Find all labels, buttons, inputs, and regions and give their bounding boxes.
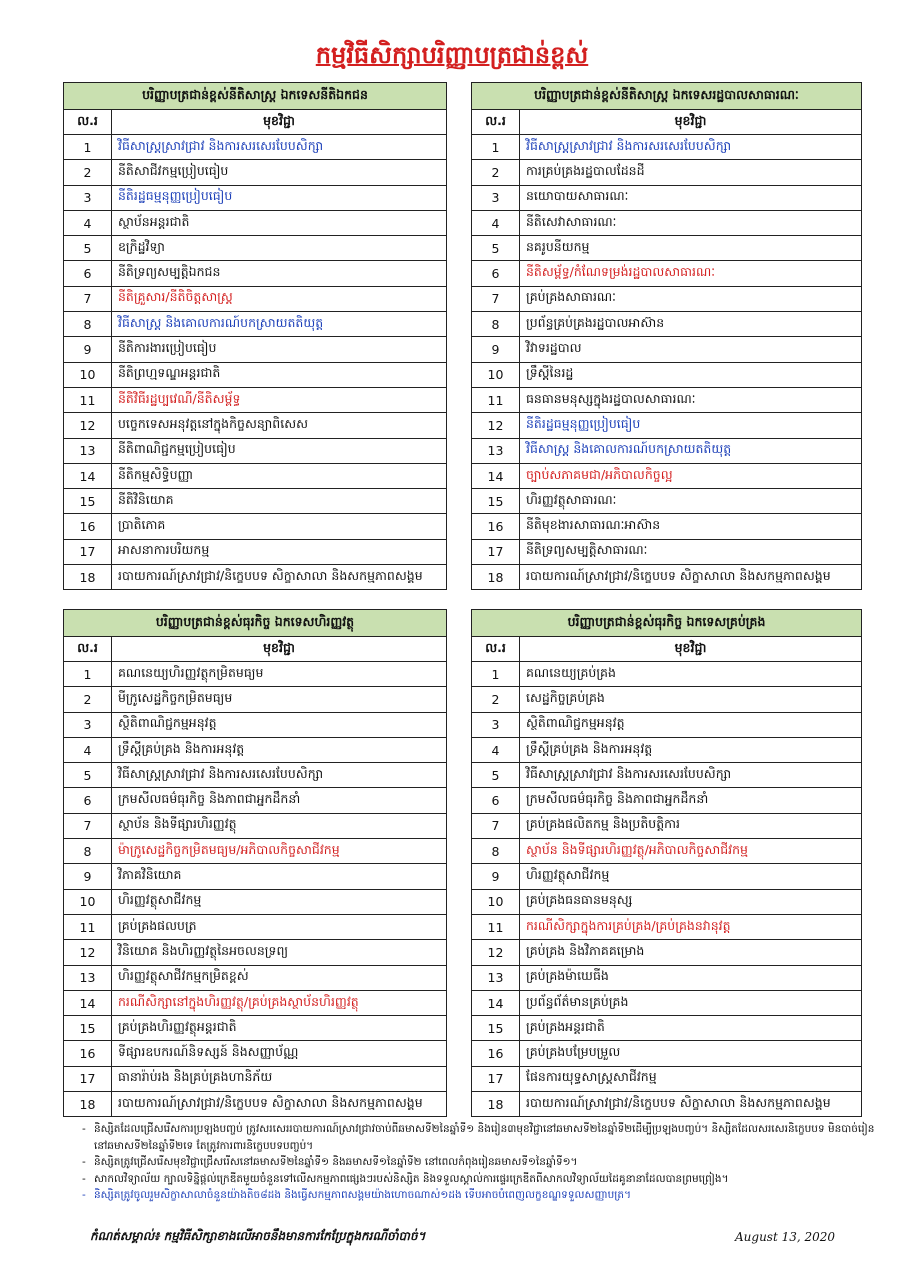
subject-name: វិភាគវិនិយោគ [112, 864, 447, 889]
subject-name: ស្ថាប័ន និងទីផ្សារហិរញ្ញវត្ថុ/អភិបាលកិច្ចសាជីវកម្ម [520, 839, 862, 864]
subject-name: របាយការណ៍ស្រាវជ្រាវ/និក្ខេបបទ សិក្ខាសាលា និងសកម្មភាពសង្គម [520, 1092, 862, 1117]
row-number: 6 [64, 788, 112, 813]
table-row [64, 839, 447, 864]
subject-name: នីតិវិធីរដ្ឋប្បវេណី/នីតិសម្ព័ទ្ធ [112, 387, 447, 412]
table-row [472, 514, 862, 539]
row-number: 6 [472, 261, 520, 286]
subject-name: សេដ្ឋកិច្ចគ្រប់គ្រង [520, 687, 862, 712]
row-number: 11 [64, 387, 112, 412]
row-number: 6 [472, 788, 520, 813]
subject-name: ហិរញ្ញវត្ថុសាជីវកម្មកម្រិតខ្ពស់ [112, 965, 447, 990]
row-number: 10 [64, 362, 112, 387]
table-row [64, 1016, 447, 1041]
subject-name: ស្ថាប័នអន្តរជាតិ [112, 210, 447, 235]
row-number: 5 [64, 763, 112, 788]
program-table-public-administration [471, 82, 862, 590]
table-row [64, 990, 447, 1015]
table-row [64, 1041, 447, 1066]
row-number: 13 [64, 438, 112, 463]
table-row [472, 312, 862, 337]
subject-name: ការគ្រប់គ្រងរដ្ឋបាលដែនដី [520, 160, 862, 185]
row-number: 15 [64, 1016, 112, 1041]
row-number: 16 [64, 1041, 112, 1066]
subject-name: ឧក្រិដ្ឋវិទ្យា [112, 236, 447, 261]
footer-date: August 13, 2020 [735, 1230, 836, 1244]
row-number: 2 [472, 687, 520, 712]
subject-name: របាយការណ៍ស្រាវជ្រាវ/និក្ខេបបទ សិក្ខាសាលា និងសកម្មភាពសង្គម [112, 1092, 447, 1117]
subject-name: នីតិគ្រួសារ/នីតិចិត្តសាស្ត្រ [112, 286, 447, 311]
table-row [472, 1041, 862, 1066]
subject-name: ហិរញ្ញវត្ថុសាជីវកម្ម [520, 864, 862, 889]
subject-name: ទ្រឹស្តីគ្រប់គ្រង និងការអនុវត្ត [112, 737, 447, 762]
subject-name: ម៉ាក្រូសេដ្ឋកិច្ចកម្រិតមធ្យម/អភិបាលកិច្ចសាជីវកម្ម [112, 839, 447, 864]
subject-name: វិធីសាស្ត្រស្រាវជ្រាវ និងការសរសេរបែបសិក្សា [520, 763, 862, 788]
row-number: 9 [64, 864, 112, 889]
subject-name: នីតិការងារប្រៀបធៀប [112, 337, 447, 362]
table-row [64, 965, 447, 990]
subject-name: ប្រព័ន្ធគ្រប់គ្រងរដ្ឋបាលអាស៊ាន [520, 312, 862, 337]
row-number: 12 [64, 940, 112, 965]
column-header-number: ល.រ [472, 637, 520, 662]
row-number: 8 [64, 839, 112, 864]
table-row [472, 914, 862, 939]
row-number: 16 [472, 1041, 520, 1066]
table-row [472, 788, 862, 813]
table-row [472, 185, 862, 210]
row-number: 4 [472, 737, 520, 762]
row-number: 17 [64, 1066, 112, 1091]
subject-name: វិធីសាស្ត្រស្រាវជ្រាវ និងការសរសេរបែបសិក្សា [520, 135, 862, 160]
subject-name: គ្រប់គ្រងសាធារណៈ [520, 286, 862, 311]
subject-name: ច្បាប់សភាគមជា/អភិបាលកិច្ចល្អ [520, 463, 862, 488]
table-row [64, 261, 447, 286]
row-number: 5 [64, 236, 112, 261]
subject-name: នយោបាយសាធារណៈ [520, 185, 862, 210]
subject-name: ទីផ្សារឧបករណ៍និទស្សន៍ និងសញ្ញាប័ណ្ណ [112, 1041, 447, 1066]
subject-name: វិវាទរដ្ឋបាល [520, 337, 862, 362]
subject-name: នីតិមុខងារសាធារណៈអាស៊ាន [520, 514, 862, 539]
subject-name: នីតិពាណិជ្ជកម្មប្រៀបធៀប [112, 438, 447, 463]
table-row [64, 712, 447, 737]
row-number: 4 [64, 210, 112, 235]
row-number: 9 [472, 864, 520, 889]
table-row [472, 662, 862, 687]
table-row [472, 539, 862, 564]
table-row [64, 514, 447, 539]
row-number: 1 [64, 135, 112, 160]
table-row [64, 489, 447, 514]
table-row [472, 889, 862, 914]
subject-name: ធានារ៉ាប់រង និងគ្រប់គ្រងហានិភ័យ [112, 1066, 447, 1091]
table-row [472, 990, 862, 1015]
row-number: 17 [64, 539, 112, 564]
subject-name: របាយការណ៍ស្រាវជ្រាវ/និក្ខេបបទ សិក្ខាសាលា និងសកម្មភាពសង្គម [520, 565, 862, 590]
subject-name: នីតិវិនិយោគ [112, 489, 447, 514]
row-number: 16 [472, 514, 520, 539]
row-number: 2 [64, 160, 112, 185]
table-row [472, 210, 862, 235]
row-number: 4 [472, 210, 520, 235]
table-row [64, 813, 447, 838]
row-number: 1 [472, 662, 520, 687]
row-number: 18 [64, 1092, 112, 1117]
table-row [64, 312, 447, 337]
subject-name: នីតិសម្ព័ទ្ធ/កំណែទម្រង់រដ្ឋបាលសាធារណៈ [520, 261, 862, 286]
page-title: កម្មវិធីសិក្សាបរិញ្ញាបត្រជាន់ខ្ពស់ [315, 40, 589, 69]
row-number: 5 [472, 236, 520, 261]
table-row [472, 135, 862, 160]
table-row [64, 788, 447, 813]
column-header-subject: មុខវិជ្ជា [112, 110, 447, 135]
subject-name: គ្រប់គ្រងអន្តរជាតិ [520, 1016, 862, 1041]
table-row [64, 210, 447, 235]
subject-name: ក្រមសីលធម៌ធុរកិច្ច និងភាពជាអ្នកដឹកនាំ [112, 788, 447, 813]
row-number: 11 [472, 387, 520, 412]
row-number: 14 [472, 990, 520, 1015]
row-number: 13 [472, 438, 520, 463]
subject-name: ផែនការយុទ្ធសាស្ត្រសាជីវកម្ម [520, 1066, 862, 1091]
row-number: 2 [64, 687, 112, 712]
row-number: 12 [64, 413, 112, 438]
table-row [472, 286, 862, 311]
table-row [472, 1016, 862, 1041]
row-number: 3 [64, 712, 112, 737]
table-row [472, 813, 862, 838]
table-row [64, 135, 447, 160]
table-row [64, 1066, 447, 1091]
subject-name: ស្ថិតិពាណិជ្ជកម្មអនុវត្ត [520, 712, 862, 737]
row-number: 14 [64, 990, 112, 1015]
table-row [472, 236, 862, 261]
table-row [472, 1092, 862, 1117]
subject-name: ស្ថិតិពាណិជ្ជកម្មអនុវត្ត [112, 712, 447, 737]
subject-name: នីតិទ្រព្យសម្បត្តិសាធារណៈ [520, 539, 862, 564]
table-row [64, 864, 447, 889]
subject-name: គណនេយ្យគ្រប់គ្រង [520, 662, 862, 687]
row-number: 14 [472, 463, 520, 488]
table-row [472, 438, 862, 463]
row-number: 10 [472, 362, 520, 387]
table-row [472, 337, 862, 362]
table-row [472, 1066, 862, 1091]
column-header-number: ល.រ [64, 110, 112, 135]
row-number: 10 [64, 889, 112, 914]
note-item: - និស្សិតដែលជ្រើសរើសការប្រឡងបញ្ចប់ ត្រូវសរសេររបាយការណ៍ស្រាវជ្រាវចាប់ពីឆមាសទី២នៃឆ្នាំទី១ និងរៀន៣មុខវិជ្ជានៅឆមាសទី២នៃឆ្នាំទី២ដើម្បីប្រឡងបញ្ចប់។ និស្សិតដែលសរសេរនិក្ខេបបទ មិនបាច់រៀននៅឆមាសទី២នៃឆ្នាំទី២ទេ តែត្រូវការពារនិក្ខេបបទបញ្ចប់។ [82, 1121, 882, 1154]
table-header: បរិញ្ញាបត្រជាន់ខ្ពស់នីតិសាស្ត្រ ឯកទេសនីតិឯកជន [64, 83, 447, 110]
subject-name: វិធីសាស្ត្រ និងគោលការណ៍បកស្រាយតតិយុត្ត [520, 438, 862, 463]
table-row [472, 387, 862, 412]
table-row [64, 914, 447, 939]
subject-name: ហិរញ្ញវត្ថុសាធារណៈ [520, 489, 862, 514]
subject-name: គ្រប់គ្រងផលបត្រ [112, 914, 447, 939]
row-number: 13 [472, 965, 520, 990]
row-number: 15 [472, 1016, 520, 1041]
subject-name: វិធីសាស្ត្រស្រាវជ្រាវ និងការសរសេរបែបសិក្សា [112, 763, 447, 788]
subject-name: ករណីសិក្សាក្នុងការគ្រប់គ្រង/គ្រប់គ្រងនវានុវត្ត [520, 914, 862, 939]
subject-name: គណនេយ្យហិរញ្ញវត្ថុកម្រិតមធ្យម [112, 662, 447, 687]
subject-name: នីតិកម្មសិទ្ធិបញ្ញា [112, 463, 447, 488]
table-row [472, 261, 862, 286]
subject-name: មីក្រូសេដ្ឋកិច្ចកម្រិតមធ្យម [112, 687, 447, 712]
column-header-subject: មុខវិជ្ជា [112, 637, 447, 662]
table-header: បរិញ្ញាបត្រជាន់ខ្ពស់នីតិសាស្ត្រ ឯកទេសរដ្ឋបាលសាធារណៈ [472, 83, 862, 110]
subject-name: គ្រប់គ្រងម៉ាឃេធីង [520, 965, 862, 990]
subject-name: នីតិសេវាសាធារណៈ [520, 210, 862, 235]
row-number: 3 [64, 185, 112, 210]
table-row [64, 687, 447, 712]
subject-name: គ្រប់គ្រងផលិតកម្ម និងប្រតិបត្តិការ [520, 813, 862, 838]
row-number: 1 [64, 662, 112, 687]
subject-name: ក្រមសីលធម៌ធុរកិច្ច និងភាពជាអ្នកដឹកនាំ [520, 788, 862, 813]
program-table-finance [63, 609, 447, 1117]
table-row [64, 362, 447, 387]
table-row [472, 489, 862, 514]
table-row [64, 413, 447, 438]
row-number: 15 [472, 489, 520, 514]
column-header-subject: មុខវិជ្ជា [520, 637, 862, 662]
row-number: 17 [472, 1066, 520, 1091]
subject-name: នគរូបនីយកម្ម [520, 236, 862, 261]
program-table-management [471, 609, 862, 1117]
table-header: បរិញ្ញាបត្រជាន់ខ្ពស់ធុរកិច្ច ឯកទេសគ្រប់គ្រង [472, 610, 862, 637]
footer-note: កំណត់សម្គាល់៖ កម្មវិធីសិក្សាខាងលើអាចនឹងមានការកែប្រែក្នុងករណីចាំបាច់។ [90, 1229, 426, 1243]
subject-name: គ្រប់គ្រង និងវិភាគគម្រោង [520, 940, 862, 965]
row-number: 3 [472, 712, 520, 737]
row-number: 7 [64, 286, 112, 311]
subject-name: របាយការណ៍ស្រាវជ្រាវ/និក្ខេបបទ សិក្ខាសាលា និងសកម្មភាពសង្គម [112, 565, 447, 590]
subject-name: នីតិរដ្ឋធម្មនុញ្ញប្រៀបធៀប [112, 185, 447, 210]
table-row [472, 362, 862, 387]
table-row [472, 763, 862, 788]
subject-name: បច្ចេកទេសអនុវត្តនៅក្នុងកិច្ចសន្យាពិសេស [112, 413, 447, 438]
subject-name: ប្រាតិភោគ [112, 514, 447, 539]
program-table-private-law [63, 82, 447, 590]
table-row [64, 737, 447, 762]
row-number: 9 [472, 337, 520, 362]
table-row [64, 539, 447, 564]
table-row [472, 864, 862, 889]
table-row [472, 712, 862, 737]
table-row [472, 965, 862, 990]
subject-name: ប្រព័ន្ធព័ត៌មានគ្រប់គ្រង [520, 990, 862, 1015]
subject-name: ទ្រឹស្តីនៃរដ្ឋ [520, 362, 862, 387]
row-number: 8 [64, 312, 112, 337]
subject-name: នីតិទ្រព្យសម្បត្តិឯកជន [112, 261, 447, 286]
subject-name: វិធីសាស្ត្រ និងគោលការណ៍បកស្រាយតតិយុត្ត [112, 312, 447, 337]
table-row [64, 236, 447, 261]
subject-name: ធនធានមនុស្សក្នុងរដ្ឋបាលសាធារណៈ [520, 387, 862, 412]
row-number: 14 [64, 463, 112, 488]
table-row [64, 337, 447, 362]
row-number: 3 [472, 185, 520, 210]
row-number: 5 [472, 763, 520, 788]
row-number: 15 [64, 489, 112, 514]
subject-name: វិធីសាស្ត្រស្រាវជ្រាវ និងការសរសេរបែបសិក្សា [112, 135, 447, 160]
column-header-subject: មុខវិជ្ជា [520, 110, 862, 135]
row-number: 7 [472, 286, 520, 311]
row-number: 18 [64, 565, 112, 590]
subject-name: នីតិសាជីវកម្មប្រៀបធៀប [112, 160, 447, 185]
table-row [64, 889, 447, 914]
row-number: 8 [472, 312, 520, 337]
subject-name: គ្រប់គ្រងហិរញ្ញវត្ថុអន្តរជាតិ [112, 1016, 447, 1041]
table-row [472, 940, 862, 965]
row-number: 12 [472, 940, 520, 965]
table-row [472, 463, 862, 488]
subject-name: ករណីសិក្សានៅក្នុងហិរញ្ញវត្ថុ/គ្រប់គ្រងស្ថាប័នហិរញ្ញវត្ថុ [112, 990, 447, 1015]
table-row [472, 160, 862, 185]
row-number: 18 [472, 1092, 520, 1117]
table-row [64, 763, 447, 788]
table-row [64, 387, 447, 412]
table-row [64, 185, 447, 210]
subject-name: អាសនាការបរិយកម្ម [112, 539, 447, 564]
row-number: 18 [472, 565, 520, 590]
row-number: 12 [472, 413, 520, 438]
table-row [472, 737, 862, 762]
subject-name: ស្ថាប័ន និងទីផ្សារហិរញ្ញវត្ថុ [112, 813, 447, 838]
row-number: 4 [64, 737, 112, 762]
row-number: 2 [472, 160, 520, 185]
notes-list [82, 1121, 882, 1204]
row-number: 13 [64, 965, 112, 990]
table-header: បរិញ្ញាបត្រជាន់ខ្ពស់ធុរកិច្ច ឯកទេសហិរញ្ញវត្ថុ [64, 610, 447, 637]
note-item: - និស្សិតត្រូវជ្រើសរើសមុខវិជ្ជាជ្រើសរើសនៅឆមាសទី២នៃឆ្នាំទី១ និងឆមាសទី១នៃឆ្នាំទី២ នៅពេលកំពុងរៀនឆមាសទី១នៃឆ្នាំទី១។ [82, 1154, 882, 1171]
subject-name: ហិរញ្ញវត្ថុសាជីវកម្ម [112, 889, 447, 914]
subject-name: នីតិព្រហ្មទណ្ឌអន្តរជាតិ [112, 362, 447, 387]
row-number: 16 [64, 514, 112, 539]
column-header-number: ល.រ [64, 637, 112, 662]
row-number: 7 [64, 813, 112, 838]
table-row [64, 463, 447, 488]
subject-name: វិនិយោគ និងហិរញ្ញវត្ថុនៃអចលនទ្រព្យ [112, 940, 447, 965]
row-number: 11 [64, 914, 112, 939]
table-row [64, 662, 447, 687]
note-item: - សាកលវិទ្យាល័យ ក្បាលទិន្និផ្តល់ក្រេឌីតមួយចំនួនទៅលើសកម្មភាពផ្សេងៗរបស់និស្សិត និងទទួលស្គាល់ការផ្ទេរក្រេឌីតពីសាកលវិទ្យាល័យដៃគូនានាដែលបានព្រមព្រៀង។ [82, 1171, 882, 1188]
row-number: 8 [472, 839, 520, 864]
note-item: - និស្សិតត្រូវចូលរួមសិក្ខាសាលាចំនួនយ៉ាងតិច៨ដង និងធ្វើសកម្មភាពសង្គមយ៉ាងហោចណាស់១ដង ទើបអាចបំពេញលក្ខខណ្ឌទទួលសញ្ញាបត្រ។ [82, 1187, 882, 1204]
table-row [472, 565, 862, 590]
table-row [64, 1092, 447, 1117]
row-number: 10 [472, 889, 520, 914]
table-row [64, 438, 447, 463]
row-number: 11 [472, 914, 520, 939]
table-row [64, 565, 447, 590]
table-row [472, 413, 862, 438]
row-number: 17 [472, 539, 520, 564]
table-row [472, 839, 862, 864]
row-number: 9 [64, 337, 112, 362]
subject-name: គ្រប់គ្រងបម្រែបម្រួល [520, 1041, 862, 1066]
row-number: 1 [472, 135, 520, 160]
column-header-number: ល.រ [472, 110, 520, 135]
table-row [64, 286, 447, 311]
subject-name: នីតិរដ្ឋធម្មនុញ្ញប្រៀបធៀប [520, 413, 862, 438]
subject-name: គ្រប់គ្រងធនធានមនុស្ស [520, 889, 862, 914]
row-number: 6 [64, 261, 112, 286]
table-row [64, 160, 447, 185]
table-row [64, 940, 447, 965]
table-row [472, 687, 862, 712]
row-number: 7 [472, 813, 520, 838]
subject-name: ទ្រឹស្តីគ្រប់គ្រង និងការអនុវត្ត [520, 737, 862, 762]
